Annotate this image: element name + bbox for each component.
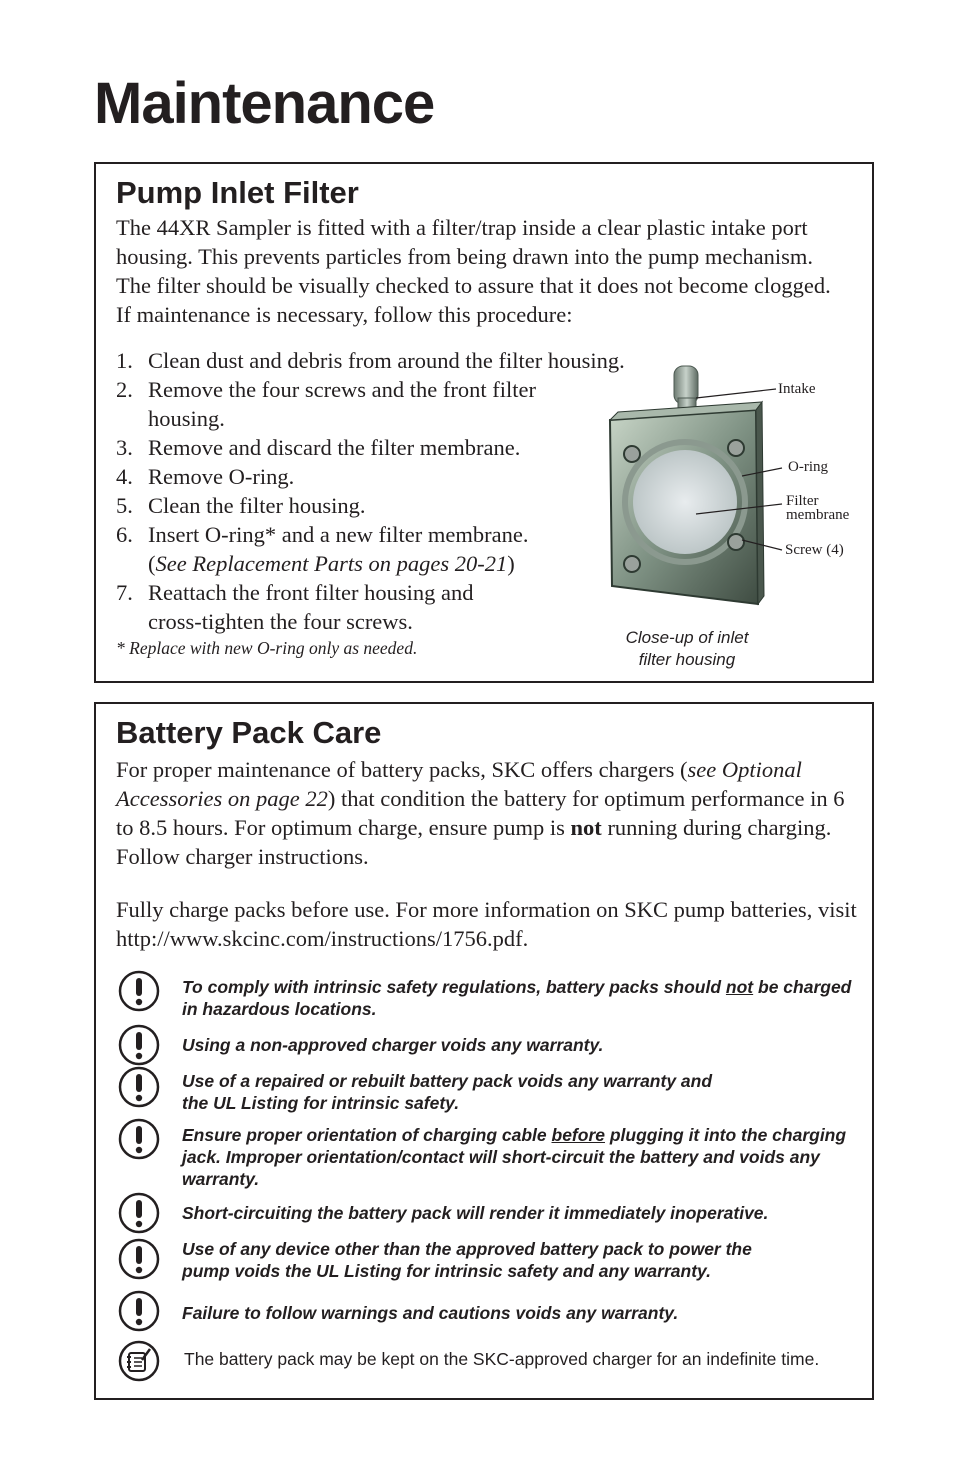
- notepad-pencil-icon: [118, 1340, 160, 1382]
- warning-text: Ensure proper orientation of charging cable before plugging it into the charging jack. Improper orientation/contact will short-circuit the battery and voids any warranty.: [182, 1125, 847, 1189]
- list-item: 2. Remove the four screws and the front filter housing.: [116, 377, 536, 431]
- exclamation-circle-icon: [118, 1290, 160, 1332]
- warning-text: Failure to follow warnings and cautions voids any warranty.: [182, 1303, 679, 1323]
- exclamation-circle-icon: [118, 1192, 160, 1234]
- filter-housing-figure: [596, 364, 876, 664]
- pump-inlet-filter-section: [94, 162, 874, 683]
- footnote: * Replace with new O-ring only as needed.: [116, 638, 418, 658]
- battery-care-paragraph-2: Fully charge packs before use. For more information on SKC pump batteries, visit http://www.skcinc.com/instructions/1756.pdf.: [116, 897, 857, 951]
- list-item: 4. Remove O-ring.: [116, 464, 295, 489]
- list-item: 7. Reattach the front filter housing and cross-tighten the four screws.: [116, 580, 474, 634]
- list-item: 6. Insert O-ring* and a new filter membrane. (See Replacement Parts on pages 20-21): [116, 522, 529, 576]
- exclamation-circle-icon: [118, 1238, 160, 1280]
- page-title: Maintenance: [94, 71, 435, 136]
- callout-filter-membrane: Filter membrane: [786, 493, 850, 523]
- exclamation-circle-icon: [118, 1024, 160, 1066]
- replacement-parts-reference: See Replacement Parts on pages 20-21: [155, 551, 508, 576]
- warning-text: Use of any device other than the approved battery pack to power the pump voids the UL Listing for intrinsic safety and any warranty.: [182, 1239, 752, 1281]
- section-heading-battery-pack-care: Battery Pack Care: [116, 715, 382, 750]
- warning-text: To comply with intrinsic safety regulations, battery packs should not be charged in hazardous locations.: [182, 977, 852, 1019]
- pump-inlet-filter-intro: The 44XR Sampler is fitted with a filter/trap inside a clear plastic intake port housing. This prevents particles from being drawn into the pump mechanism. The filter should be visually checked to assure that it does not become clogged. If maintenance is necessary, follow this procedure:: [116, 215, 831, 327]
- exclamation-circle-icon: [118, 1118, 160, 1160]
- list-item: 1. Clean dust and debris from around the filter housing.: [116, 348, 625, 373]
- list-item: 5. Clean the filter housing.: [116, 493, 366, 518]
- warning-text: Use of a repaired or rebuilt battery pack voids any warranty and the UL Listing for intrinsic safety.: [182, 1071, 713, 1113]
- warning-text: Short-circuiting the battery pack will render it immediately inoperative.: [182, 1203, 769, 1223]
- exclamation-circle-icon: [118, 970, 160, 1012]
- callout-screw: Screw (4): [785, 542, 844, 558]
- note-text: The battery pack may be kept on the SKC-approved charger for an indefinite time.: [184, 1349, 820, 1369]
- warning-text: Using a non-approved charger voids any warranty.: [182, 1035, 604, 1055]
- battery-pack-care-section: [94, 702, 874, 1400]
- figure-caption: Close-up of inlet filter housing: [625, 628, 749, 669]
- section-heading-pump-inlet-filter: Pump Inlet Filter: [116, 175, 359, 210]
- callout-intake: Intake: [778, 381, 816, 397]
- procedure-steps: [116, 346, 625, 636]
- exclamation-circle-icon: [118, 1066, 160, 1108]
- callout-oring: O-ring: [788, 459, 828, 475]
- list-item: 3. Remove and discard the filter membrane.: [116, 435, 521, 460]
- battery-care-paragraph-1: For proper maintenance of battery packs, SKC offers chargers (see Optional Accessories on page 22) that condition the battery for optimum performance in 6 to 8.5 hours. For optimum charge, ensure pump is not running during charging. Follow charger instructions.: [116, 757, 845, 869]
